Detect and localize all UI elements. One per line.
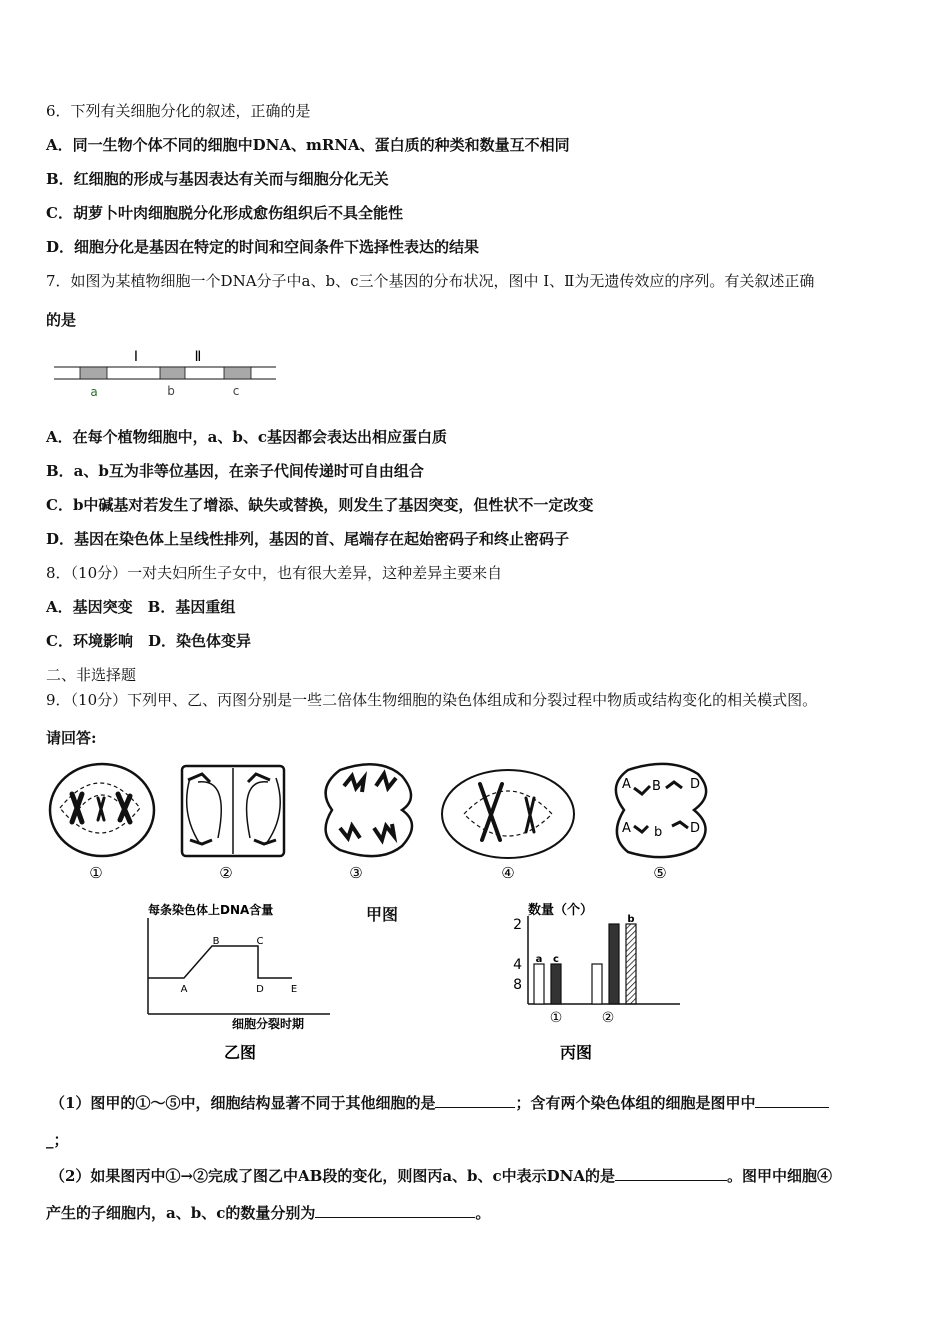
gene-a-label: a [90, 385, 98, 399]
cell-3 [326, 764, 412, 856]
q9-stem-line1: 9．（10分）下列甲、乙、丙图分别是一些二倍体生物细胞的染色体组成和分裂过程中物质或结构变化的相关模式图。 [46, 691, 818, 709]
cell-2 [182, 766, 284, 856]
yi-point-d: D [256, 984, 264, 995]
cell-5-letter-6: D [690, 821, 701, 836]
jia-title: 甲图 [366, 905, 399, 924]
cell-5-letter-4: A [622, 821, 631, 836]
yi-point-e: E [290, 984, 298, 995]
yi-curve [148, 946, 292, 978]
cell-5-letter-2: B [652, 779, 661, 794]
yi-xlabel: 细胞分裂时期 [232, 1017, 305, 1031]
q9-sub1-blank2[interactable] [755, 1093, 829, 1108]
cell-4-label: ④ [501, 864, 515, 882]
bing-bar-c-group-2 [609, 924, 619, 1004]
q8-stem: 8．（10分）一对夫妇所生子女中，也有很大差异，这种差异主要来自 [46, 564, 503, 582]
cell-3-label: ③ [349, 864, 363, 882]
bing-group-2-label: ② [601, 1010, 615, 1026]
jia-figure [40, 758, 720, 888]
label-I: Ⅰ [133, 349, 139, 365]
q9-sub2-line2a: 产生的子细胞内，a、b、c的数量分别为 [46, 1204, 316, 1222]
cell-2-label: ② [219, 864, 233, 882]
bing-bar-a-group-2 [592, 964, 602, 1004]
q7-option-b: B．a、b互为非等位基因，在亲子代间传递时可自由组合 [46, 462, 424, 480]
q9-sub2-line1 [50, 1166, 832, 1186]
q8-options-row2: C．环境影响 D．染色体变异 [46, 632, 251, 650]
yi-figure [140, 896, 340, 1066]
gene-c-label: c [232, 384, 240, 398]
q6-option-a: A．同一生物个体不同的细胞中DNA、mRNA、蛋白质的种类和数量互不相同 [46, 136, 570, 154]
bing-figure [500, 896, 690, 1066]
q9-stem-line2: 请回答: [46, 729, 97, 747]
yi-point-a: A [180, 984, 188, 995]
yi-point-c: C [256, 936, 264, 947]
q9-sub1-tail: _； [46, 1131, 69, 1149]
q9-sub2-blank1[interactable] [615, 1166, 727, 1181]
q9-sub1-line1 [50, 1093, 829, 1113]
q7-option-d: D．基因在染色体上呈线性排列，基因的首、尾端存在起始密码子和终止密码子 [46, 530, 570, 548]
q9-sub2-part1: （2）如果图丙中①→②完成了图乙中AB段的变化，则图丙a、b、c中表示DNA的是 [50, 1167, 616, 1185]
q9-sub2-line2 [46, 1203, 490, 1223]
bing-bar-c-group-1 [551, 964, 561, 1004]
cell-1-label: ① [89, 864, 103, 882]
cell-5 [616, 764, 706, 857]
bing-title: 丙图 [559, 1043, 593, 1062]
cell-1 [50, 764, 154, 856]
yi-title: 乙图 [223, 1043, 257, 1062]
label-II: Ⅱ [194, 349, 202, 365]
q6-option-b: B．红细胞的形成与基因表达有关而与细胞分化无关 [46, 170, 389, 188]
cell-4 [442, 770, 574, 858]
bing-ytick-4: 4 [513, 957, 522, 973]
q9-sub2-part2: 。图甲中细胞④ [727, 1167, 833, 1185]
yi-ylabel: 每条染色体上DNA含量 [148, 903, 274, 917]
gene-a-segment [80, 367, 107, 379]
q7-stem-line1: 7．如图为某植物细胞一个DNA分子中a、b、c三个基因的分布状况，图中 Ⅰ、Ⅱ为无遗传效应的序列。有关叙述正确 [46, 272, 815, 290]
bing-group-1-label: ① [549, 1010, 563, 1026]
q6-option-d: D．细胞分化是基因在特定的时间和空间条件下选择性表达的结果 [46, 238, 480, 256]
gene-c-segment [224, 367, 251, 379]
q9-sub1-part2: ；含有两个染色体组的细胞是图甲中 [515, 1094, 756, 1112]
section-heading: 二、非选择题 [46, 666, 137, 684]
bing-bar-b-group-2 [626, 924, 636, 1004]
q6-option-c: C．胡萝卜叶肉细胞脱分化形成愈伤组织后不具全能性 [46, 204, 403, 222]
q8-options-row1: A．基因突变 B．基因重组 [46, 598, 236, 616]
q7-stem-line2: 的是 [46, 311, 77, 329]
bing-ytick-8: 2 [513, 917, 522, 933]
cell-5-letter-5: b [654, 825, 663, 840]
cell-5-label: ⑤ [653, 864, 667, 882]
bing-bar-label-c-group-1: c [553, 954, 559, 965]
q9-sub2-blank2[interactable] [315, 1203, 475, 1218]
gene-b-label: b [167, 384, 175, 398]
bing-ytick-2: 8 [513, 977, 522, 993]
cell-5-letter-1: A [622, 777, 631, 792]
gene-b-segment [160, 367, 185, 379]
bing-ylabel: 数量（个） [528, 903, 594, 918]
q9-sub1-part1: （1）图甲的①～⑤中，细胞结构显著不同于其他细胞的是 [50, 1094, 436, 1112]
q7-option-a: A．在每个植物细胞中，a、b、c基因都会表达出相应蛋白质 [46, 428, 447, 446]
yi-point-b: B [212, 936, 220, 947]
q9-sub1-blank1[interactable] [435, 1093, 515, 1108]
bing-bar-label-b-group-2: b [627, 914, 635, 925]
q6-stem: 6．下列有关细胞分化的叙述，正确的是 [46, 102, 311, 120]
bing-bar-label-a-group-1: a [535, 954, 543, 965]
dna-gene-figure [50, 345, 282, 405]
q9-sub2-line2b: 。 [475, 1204, 491, 1222]
q7-option-c: C．b中碱基对若发生了增添、缺失或替换，则发生了基因突变，但性状不一定改变 [46, 496, 594, 514]
bing-bar-a-group-1 [534, 964, 544, 1004]
cell-5-letter-3: D [690, 777, 701, 792]
